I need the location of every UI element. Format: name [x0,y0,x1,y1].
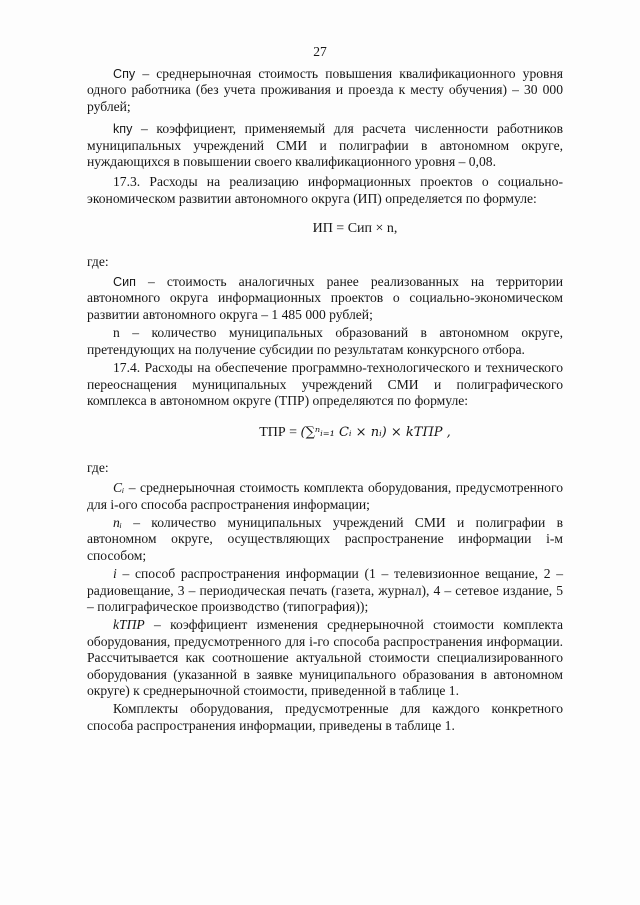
definition-i: i – способ распространения информации (1 – телевизионное вещание, 2 – радиовещание, 3 – периодическая печать (газета, журнал), 4 – сетевое издание, 5 – полиграфическое производство (типография)); [87,566,563,614]
definition-k-tpr: kТПР – коэффициент изменения среднерыночной стоимости комплекта оборудования, предусмотренного для i-го способа распространения информации. Рассчитывается как соотношение актуальной стоимости специализированного оборудования (указанной в заявке муниципального образования в автономном округе) к среднерыночной стоимости, приведенной в таблице 1. [87,617,563,698]
definition-c-ip: Сип – стоимость аналогичных ранее реализованных на территории автономного округа информационных проектов о социально-экономическом развитии автономного округа – 1 485 000 рублей; [87,274,563,322]
paragraph-equipment-sets: Комплекты оборудования, предусмотренные для каждого конкретного способа распространения информации, приведены в таблице 1. [87,701,563,733]
symbol-c-pu: Спу [113,67,136,81]
where-label-2: где: [87,459,109,475]
symbol-ni: nᵢ [113,514,122,530]
symbol-k-pu: kпу [113,122,133,137]
page-body [87,66,563,734]
paragraph-17-4: 17.4. Расходы на обеспечение программно-технологического и технического переоснащения муниципальных учреждений СМИ и полиграфического комплекса в автономном округе (ТПР) определяются по формуле: [87,360,563,408]
paragraph-17-3: 17.3. Расходы на реализацию информационных проектов о социально-экономическом развитии автономного округа (ИП) определяется по формуле: [87,174,563,206]
formula-ip: ИП = Сип × n, [312,221,398,237]
definition-n: n – количество муниципальных образований в автономном округе, претендующих на получение субсидии по результатам конкурсного отбора. [87,325,563,357]
symbol-n: n [113,325,120,341]
definition-c-pu: Спу – среднерыночная стоимость повышения квалификационного уровня одного работника (без учета проживания и проезда к месту обучения) – 30 000 рублей; [87,66,563,114]
page-number: 27 [313,44,327,59]
symbol-ci: Cᵢ [113,480,125,496]
definition-k-pu: kпу – коэффициент, применяемый для расчета численности работников муниципальных учреждений СМИ и полиграфии в автономном округе, нуждающихся в повышении своего квалификационного уровня – 0,08. [87,121,563,170]
symbol-i: i [113,566,117,582]
definition-ci: Cᵢ – среднерыночная стоимость комплекта оборудования, предусмотренного для i-ого способа распространения информации; [87,480,563,512]
symbol-k-tpr: kТПР [113,617,145,633]
definition-ni: nᵢ – количество муниципальных учреждений СМИ и полиграфии в автономном округе, осуществляющих распространение информации i-м способом; [87,514,563,563]
where-label-1: где: [87,253,109,269]
symbol-c-ip: Сип [113,275,136,290]
formula-tpr: ТПР = (∑ⁿᵢ₌₁ Cᵢ × nᵢ) × kТПР , [259,425,451,441]
